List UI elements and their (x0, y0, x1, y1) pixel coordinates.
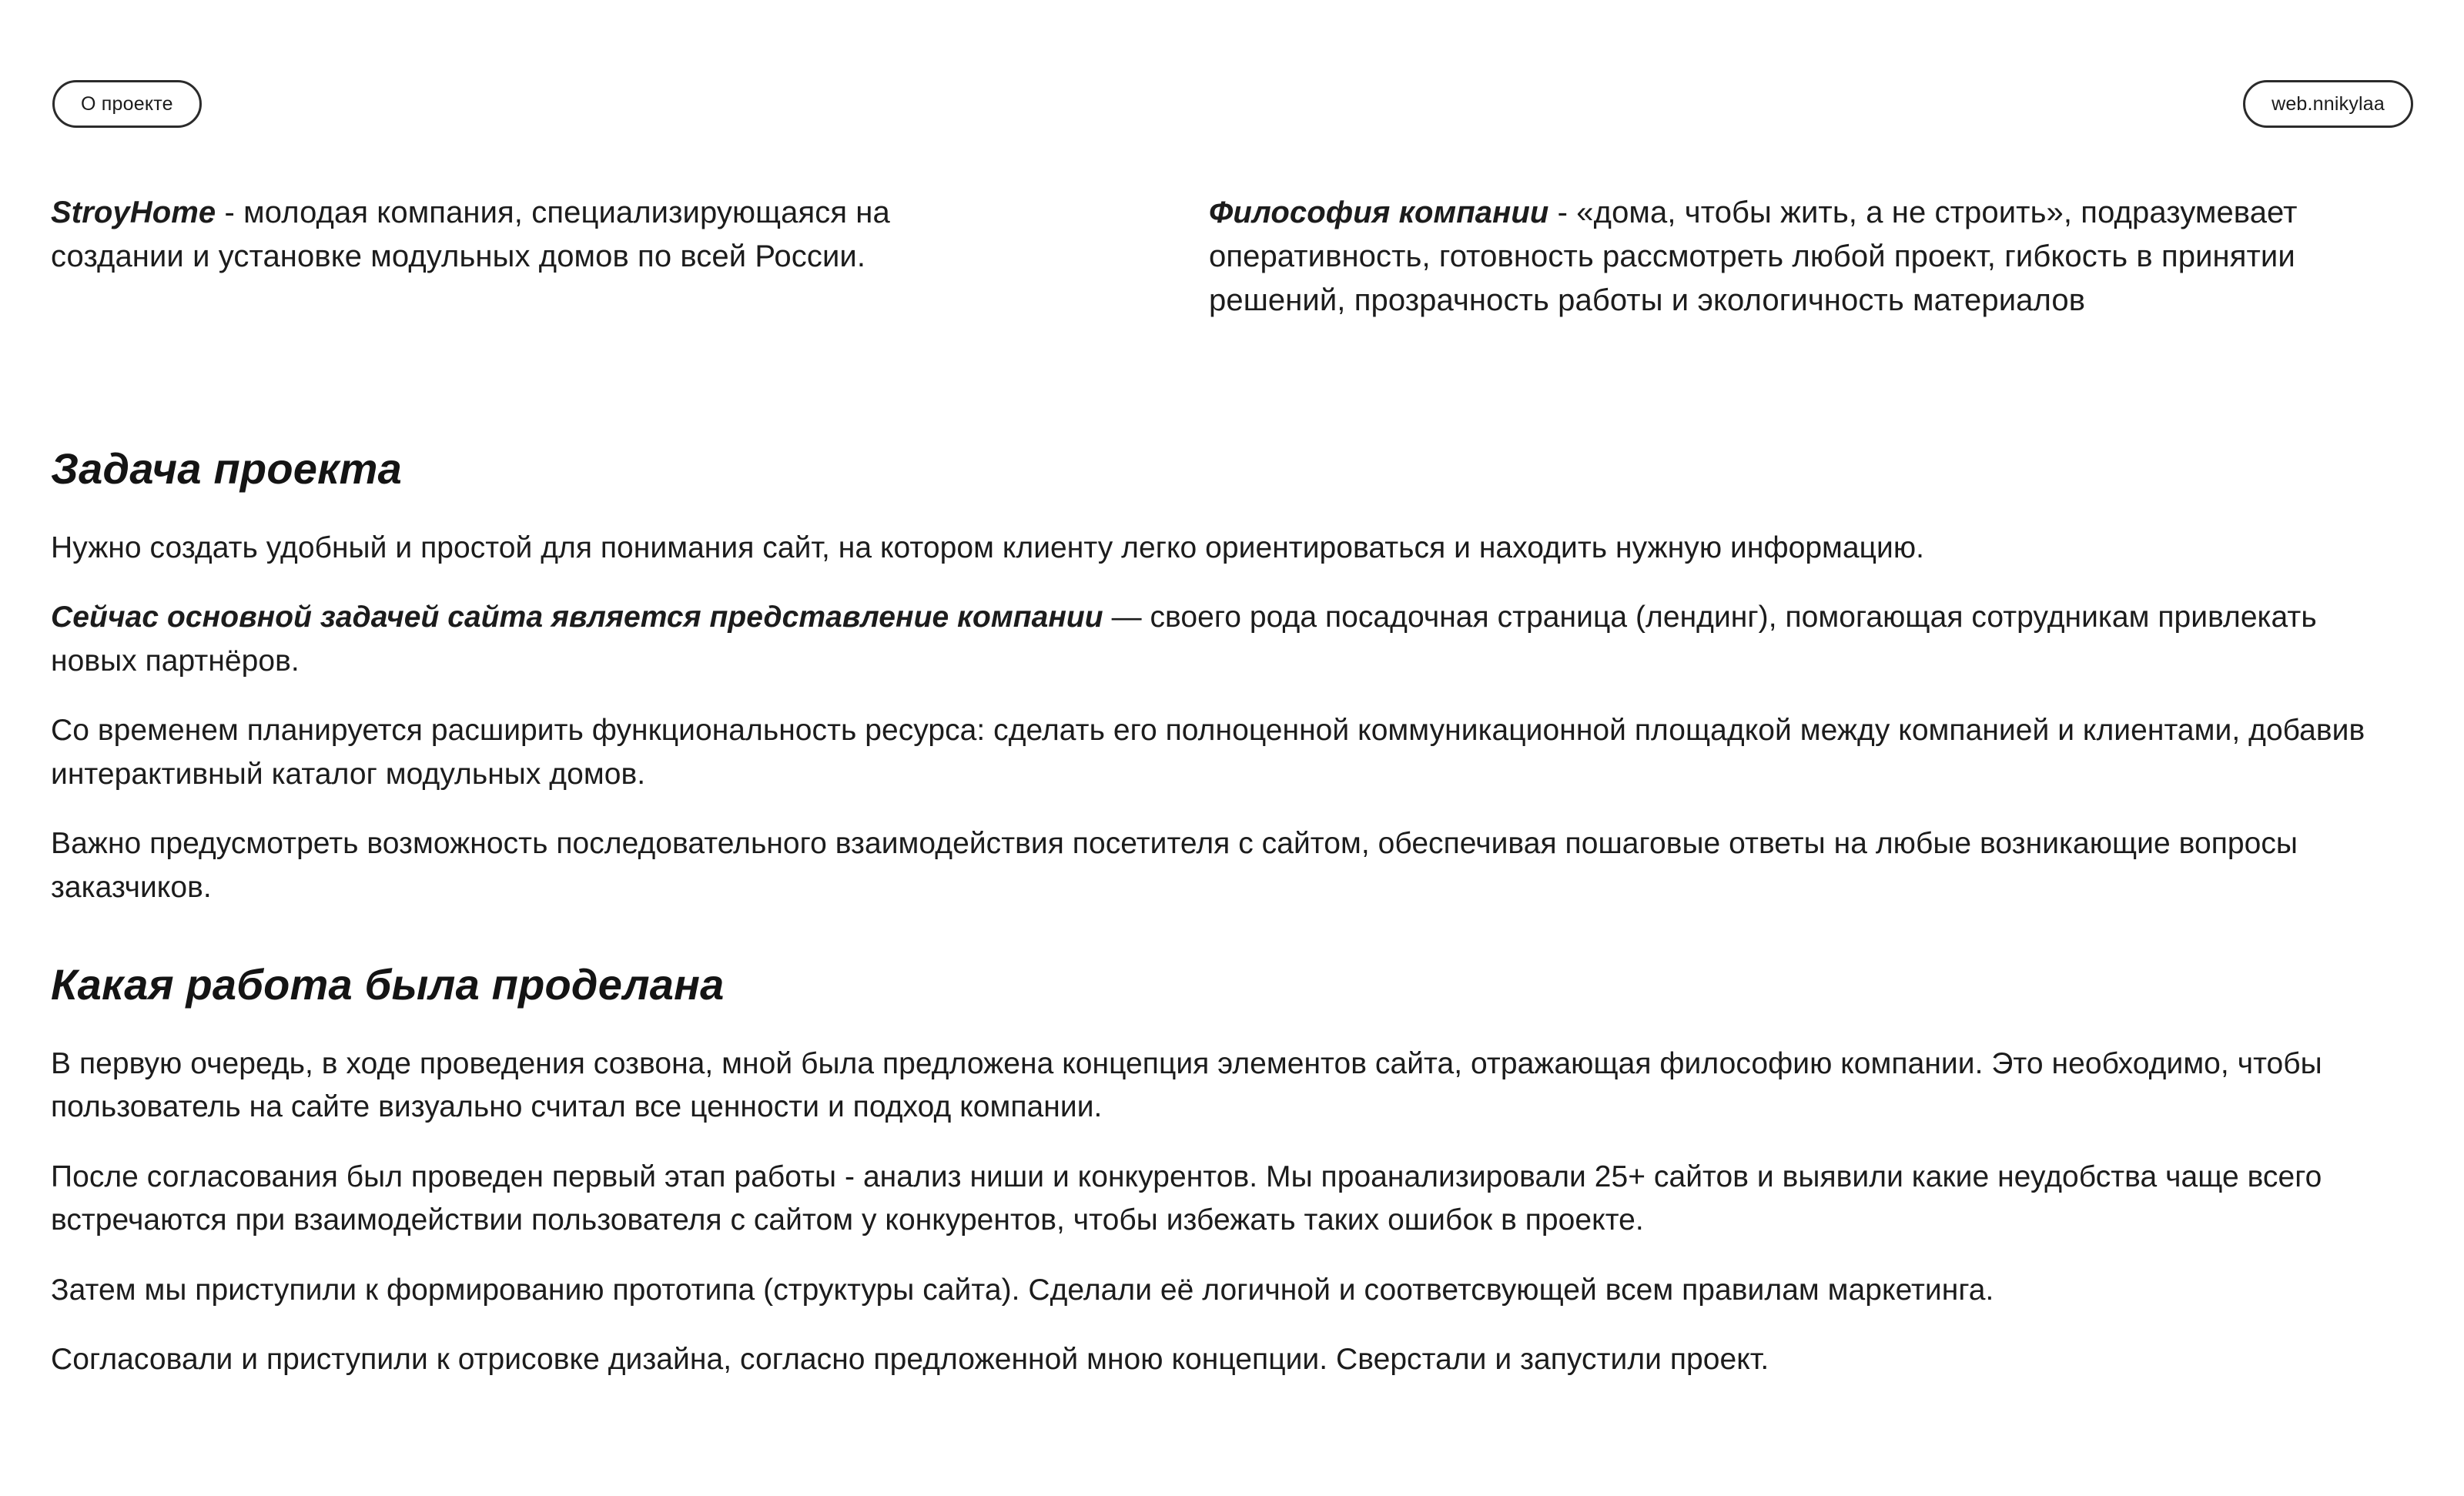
paragraph-text: — своего рода посадочная страница (лендинг), помогающая сотрудникам привлекать новых партнёров. (51, 601, 2317, 678)
intro-philosophy-lead: Философия компании (1209, 196, 1549, 229)
paragraph-text: После согласования был проведен первый этап работы - анализ ниши и конкурентов. Мы проанализировали 25+ сайтов и выявили какие неудобства чаще всего встречаются при взаимодействии пользователя с сайтом у конкурентов, чтобы избежать таких ошибок в проекте. (51, 1160, 2322, 1237)
paragraph-text: Затем мы приступили к формированию прототипа (структуры сайта). Сделали её логичной и соответсвующей всем правилам маркетинга. (51, 1273, 1994, 1307)
about-project-badge[interactable]: О проекте (52, 80, 202, 128)
paragraph-text: Нужно создать удобный и простой для понимания сайт, на котором клиенту легко ориентироваться и находить нужную информацию. (51, 530, 1925, 564)
intro-philosophy (1209, 191, 2433, 322)
section-task-paragraph-4 (51, 822, 2369, 909)
intro-company (51, 191, 898, 279)
author-handle-badge[interactable]: web.nnikylaa (2243, 80, 2413, 128)
section-work-paragraph-4 (51, 1338, 2369, 1382)
section-work-paragraph-2 (51, 1156, 2369, 1243)
section-work-paragraph-3 (51, 1269, 2369, 1313)
badge-row (0, 80, 2464, 128)
section-work-paragraph-1 (51, 1043, 2369, 1130)
intro-philosophy-text: - «дома, чтобы жить, а не строить», подразумевает оперативность, готовность рассмотреть любой проект, гибкость в принятии решений, прозрачность работы и экологичность материалов (1209, 196, 2298, 317)
paragraph-lead: Сейчас основной задачей сайта является представление компании (51, 601, 1103, 634)
section-task-paragraph-3 (51, 709, 2369, 796)
paragraph-text: Со временем планируется расширить функциональность ресурса: сделать его полноценной коммуникационной площадкой между компанией и клиентами, добавив интерактивный каталог модульных домов. (51, 714, 2365, 791)
section-task-paragraph-2 (51, 596, 2369, 683)
section-work (51, 961, 2369, 1382)
paragraph-text: Важно предусмотреть возможность последовательного взаимодействия посетителя с сайтом, обеспечивая пошаговые ответы на любые возникающие вопросы заказчиков. (51, 827, 2298, 904)
paragraph-text: В первую очередь, в ходе проведения созвона, мной была предложена концепция элементов сайта, отражающая философию компании. Это необходимо, чтобы пользователь на сайте визуально считал все ценности и подход компании. (51, 1046, 2322, 1124)
intro-company-text: - молодая компания, специализирующаяся на создании и установке модульных домов по всей России. (51, 196, 890, 273)
section-task-paragraph-1 (51, 527, 2369, 571)
paragraph-text: Согласовали и приступили к отрисовке дизайна, согласно предложенной мною концепции. Сверстали и запустили проект. (51, 1343, 1769, 1377)
section-task (51, 445, 2369, 909)
section-task-title: Задача проекта (51, 444, 402, 493)
intro-company-lead: StroyHome (51, 196, 216, 229)
section-work-title: Какая работа была проделана (51, 960, 725, 1009)
